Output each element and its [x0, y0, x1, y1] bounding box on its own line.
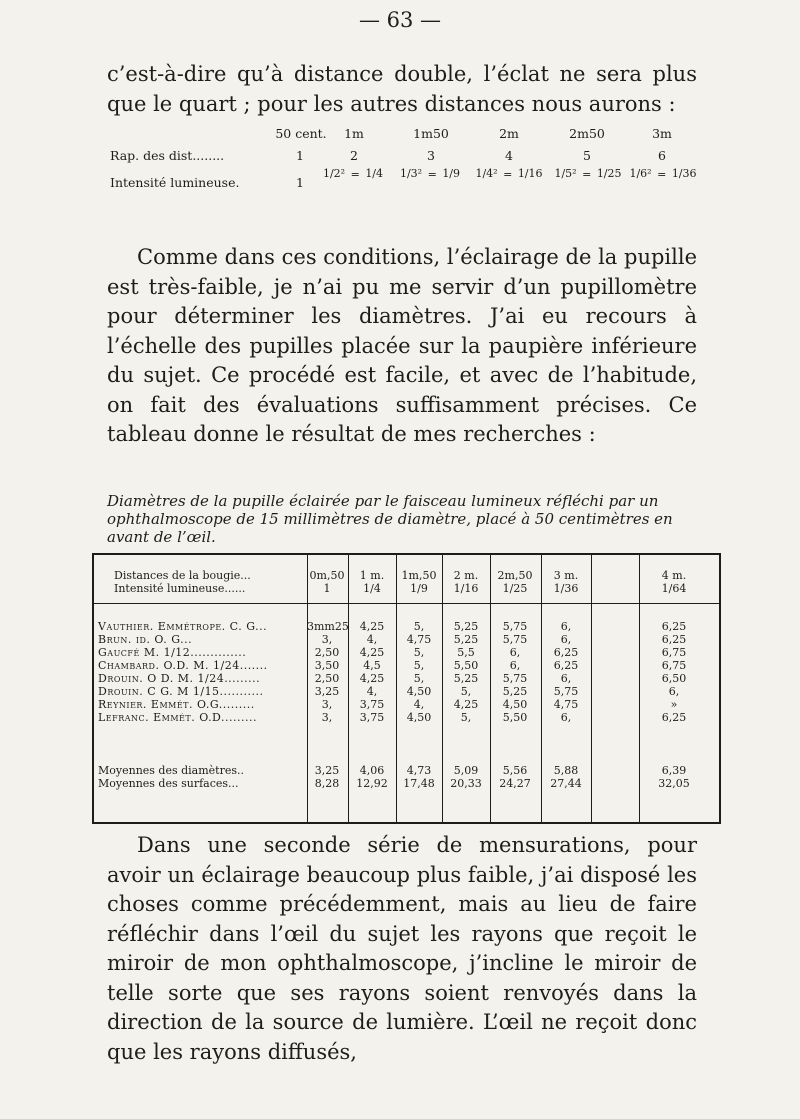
paragraph-method-text: Comme dans ces conditions, l’éclairage de la pupille est très-faible, je n’ai pu me servir d’un pupillomètre pour déterminer les diamètres. J’ai eu recours à l’échelle des pupilles placée sur la paupière inférieure du sujet. Ce procédé est facile, et avec de l’habitude, on fait des évaluations suffisamment précises. Ce tableau donne le résultat de mes recherches : — [107, 245, 697, 446]
table-value-cell: 32,05 — [658, 777, 690, 790]
intensity-fraction — [395, 167, 465, 197]
paragraph-method — [107, 243, 697, 450]
header-intensity-cell: 1/4 — [363, 582, 381, 595]
table-value-cell: 5,75 — [502, 672, 528, 685]
distance-header-cell: 1m50 — [413, 126, 449, 141]
table-value-cell: 5,50 — [502, 711, 528, 724]
subject-row-label — [98, 712, 257, 725]
distance-header-cell: 1m — [344, 126, 364, 141]
subject-row-label — [98, 634, 192, 647]
distance-ratio-cell: 6 — [658, 148, 666, 163]
distance-header-cell: 2m50 — [569, 126, 605, 141]
distance-ratio-cell: 3 — [427, 148, 435, 163]
distance-ratio-label: Rap. des dist........ — [110, 148, 225, 163]
table-value-cell: 5,75 — [502, 633, 528, 646]
table-value-cell: 6,25 — [661, 711, 687, 724]
table-value-cell: 6, — [560, 620, 572, 633]
table-value-cell: 4,06 — [359, 764, 385, 777]
table-value-cell: 3mm25 — [307, 620, 349, 633]
column-separator — [396, 555, 397, 822]
header-distance-cell: 2 m. — [453, 569, 479, 582]
subject-row-label — [98, 660, 268, 673]
subject-name: Brun. id. O. G... — [98, 633, 193, 646]
header-rule — [94, 603, 719, 604]
table-value-cell: 4, — [366, 685, 378, 698]
table-value-cell: 5, — [413, 672, 425, 685]
intensity-fraction-text: 1/25 — [596, 167, 622, 180]
table-value-cell: 27,44 — [550, 777, 582, 790]
table-value-cell: 4, — [366, 633, 378, 646]
table-value-cell: 5,25 — [453, 620, 479, 633]
distance-header-cell: 3m — [652, 126, 672, 141]
subject-name: Vauthier. Emmétrope. C. G... — [98, 620, 268, 633]
subject-name: Drouin. O D. M. 1/24......... — [98, 672, 261, 685]
table-value-cell: 5,50 — [453, 659, 479, 672]
header-intensity-cell: 1/9 — [410, 582, 428, 595]
header-distance-label: Distances de la bougie... — [114, 569, 251, 582]
table-value-cell: 5,75 — [553, 685, 579, 698]
table-value-cell: 4,50 — [406, 685, 432, 698]
subject-name: Gaucfé M. 1/12.............. — [98, 646, 247, 659]
table-value-cell: 5,25 — [453, 672, 479, 685]
table-value-cell: 24,27 — [499, 777, 531, 790]
table-value-cell: 4,25 — [359, 646, 385, 659]
distance-ratio-cell: 2 — [350, 148, 358, 163]
table-value-cell: 6,50 — [661, 672, 687, 685]
subject-name: Drouin. C G. M 1/15........... — [98, 685, 264, 698]
table-value-cell: 5,5 — [457, 646, 475, 659]
table-value-cell: 4,50 — [502, 698, 528, 711]
header-distance-cell: 1m,50 — [401, 569, 437, 582]
column-separator — [442, 555, 443, 822]
table-value-cell: 2,50 — [314, 672, 340, 685]
table-value-cell: » — [670, 698, 678, 711]
table-value-cell: 5, — [460, 711, 472, 724]
table-value-cell: 6, — [560, 711, 572, 724]
header-distance-cell: 2m,50 — [497, 569, 533, 582]
pupil-diameter-table — [92, 553, 721, 824]
table-value-cell: 2,50 — [314, 646, 340, 659]
intensity-fraction — [318, 167, 388, 197]
distance-header-cell: 50 cent. — [275, 126, 327, 141]
table-value-cell: 8,28 — [314, 777, 340, 790]
header-intensity-cell: 1/25 — [502, 582, 528, 595]
table-value-cell: 6, — [509, 646, 521, 659]
table-value-cell: 4,25 — [453, 698, 479, 711]
header-distance-cell: 0m,50 — [309, 569, 345, 582]
page-number: — 63 — — [358, 8, 442, 32]
equals-sign: = — [427, 167, 437, 181]
intensity-first-value: 1 — [296, 175, 304, 190]
table-value-cell: 5, — [460, 685, 472, 698]
paragraph-intro-text: c’est-à-dire qu’à distance double, l’éclat ne sera plus que le quart ; pour les autres distances nous aurons : — [107, 62, 697, 116]
header-distance-cell: 1 m. — [359, 569, 385, 582]
table-value-cell: 6,75 — [661, 659, 687, 672]
subject-row-label — [98, 647, 246, 660]
distance-ratio-cell: 1 — [296, 148, 304, 163]
table-value-cell: 3,75 — [359, 711, 385, 724]
intensity-fraction-text: 1/2² — [322, 167, 346, 180]
table-value-cell: 3, — [321, 698, 333, 711]
intensity-row — [110, 167, 700, 201]
distance-header-row — [110, 123, 700, 145]
table-value-cell: 5,88 — [553, 764, 579, 777]
distance-ratio-cell: 4 — [505, 148, 513, 163]
table-value-cell: 3, — [321, 711, 333, 724]
intensity-fraction — [471, 167, 547, 197]
table-value-cell: 6,25 — [553, 646, 579, 659]
intensity-fraction-text: 1/5² — [554, 167, 577, 180]
table-value-cell: 3,75 — [359, 698, 385, 711]
table-value-cell: 3,50 — [314, 659, 340, 672]
intensity-fraction — [625, 167, 701, 197]
distance-ratio-cell: 5 — [583, 148, 591, 163]
table-value-cell: 6,25 — [661, 633, 687, 646]
table-value-cell: 6, — [560, 672, 572, 685]
table-value-cell: 5, — [413, 646, 425, 659]
table-value-cell: 4,73 — [406, 764, 432, 777]
mean-row-label: Moyennes des diamètres.. — [98, 764, 245, 777]
header-intensity-label: Intensité lumineuse...... — [114, 582, 246, 595]
table-value-cell: 20,33 — [450, 777, 482, 790]
header-intensity-cell: 1/36 — [553, 582, 579, 595]
distance-ratio-row — [110, 145, 700, 167]
table-value-cell: 3,25 — [314, 764, 340, 777]
table-value-cell: 4,50 — [406, 711, 432, 724]
column-separator — [348, 555, 349, 822]
table-value-cell: 6, — [509, 659, 521, 672]
intensity-fraction-text: 1/4² — [475, 167, 498, 180]
intensity-fraction — [550, 167, 626, 197]
header-distance-cell: 4 m. — [661, 569, 687, 582]
table-value-cell: 5, — [413, 620, 425, 633]
intensity-fraction-text: 1/3² — [399, 167, 423, 180]
header-intensity-cell: 1 — [323, 582, 331, 595]
subject-row-label — [98, 621, 267, 634]
table-value-cell: 4,75 — [406, 633, 432, 646]
intensity-fraction-text: 1/36 — [671, 167, 697, 180]
subject-name: Reynier. Emmét. O.G......... — [98, 698, 255, 711]
subject-row-label — [98, 686, 264, 699]
equals-sign: = — [582, 167, 592, 181]
column-separator — [541, 555, 542, 822]
intensity-label: Intensité lumineuse. — [110, 175, 240, 190]
table-value-cell: 5,25 — [453, 633, 479, 646]
mean-row-label: Moyennes des surfaces... — [98, 777, 239, 790]
table-value-cell: 6,25 — [553, 659, 579, 672]
table-value-cell: 5, — [413, 659, 425, 672]
distance-intensity-table — [110, 123, 700, 201]
table-value-cell: 6,75 — [661, 646, 687, 659]
subject-row-label — [98, 673, 260, 686]
column-separator — [591, 555, 592, 822]
table-value-cell: 6, — [560, 633, 572, 646]
table-value-cell: 5,09 — [453, 764, 479, 777]
column-separator — [490, 555, 491, 822]
header-intensity-cell: 1/64 — [661, 582, 687, 595]
header-distance-cell: 3 m. — [553, 569, 579, 582]
equals-sign: = — [350, 167, 360, 181]
intensity-fraction-text: 1/16 — [517, 167, 543, 180]
table-value-cell: 5,25 — [502, 685, 528, 698]
table-value-cell: 6,39 — [661, 764, 687, 777]
subject-name: Chambard. O.D. M. 1/24....... — [98, 659, 268, 672]
table-value-cell: 12,92 — [356, 777, 388, 790]
subject-name: Lefranc. Emmét. O.D......... — [98, 711, 257, 724]
table-value-cell: 4, — [413, 698, 425, 711]
intensity-fraction-text: 1/4 — [365, 167, 384, 180]
table-caption: Diamètres de la pupille éclairée par le faisceau lumineux réfléchi par un ophthalmoscope de 15 millimètres de diamètre, placé à 50 centimètres en avant de l’œil. — [107, 492, 673, 546]
equals-sign: = — [657, 167, 667, 181]
table-value-cell: 4,25 — [359, 672, 385, 685]
subject-row-label — [98, 699, 255, 712]
column-separator — [639, 555, 640, 822]
table-value-cell: 17,48 — [403, 777, 435, 790]
table-value-cell: 6,25 — [661, 620, 687, 633]
table-value-cell: 4,5 — [363, 659, 381, 672]
equals-sign: = — [503, 167, 513, 181]
table-value-cell: 3,25 — [314, 685, 340, 698]
table-value-cell: 5,75 — [502, 620, 528, 633]
distance-header-cell: 2m — [499, 126, 519, 141]
paragraph-intro — [107, 60, 697, 119]
table-value-cell: 5,56 — [502, 764, 528, 777]
paragraph-second-series-text: Dans une seconde série de mensurations, pour avoir un éclairage beaucoup plus faible, j’ai disposé les choses comme précédemment, mais au lieu de faire réfléchir dans l’œil du sujet les rayons que reçoit le miroir de mon ophthalmoscope, j’incline le miroir de telle sorte que ses rayons soient renvoyés dans la direction de la source de lumière. L’œil ne reçoit donc que les rayons diffusés, — [107, 833, 697, 1064]
table-value-cell: 3, — [321, 633, 333, 646]
table-value-cell: 6, — [668, 685, 680, 698]
table-value-cell: 4,25 — [359, 620, 385, 633]
paragraph-second-series — [107, 831, 697, 1067]
intensity-fraction-text: 1/6² — [629, 167, 652, 180]
table-value-cell: 4,75 — [553, 698, 579, 711]
intensity-fraction-text: 1/9 — [442, 167, 461, 180]
header-intensity-cell: 1/16 — [453, 582, 479, 595]
